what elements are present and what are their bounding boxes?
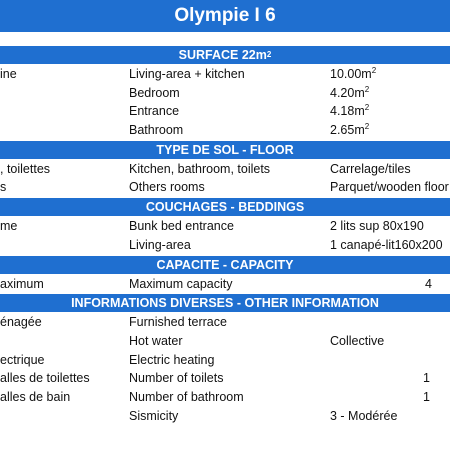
row-value-text: 4.20m	[330, 85, 365, 100]
table-row	[0, 351, 450, 370]
table-row	[0, 332, 450, 351]
row-label-fr	[0, 236, 118, 255]
row-value-sup: 2	[364, 84, 370, 94]
row-label-en: Maximum capacity	[129, 276, 233, 291]
row-label-fr: , toilettes	[0, 161, 51, 176]
table-row	[0, 84, 450, 103]
row-label-en: Furnished terrace	[129, 315, 227, 330]
property-sheet	[0, 45, 450, 425]
capacity-header: CAPACITE - CAPACITY	[0, 255, 450, 275]
row-label-en: Number of toilets	[129, 371, 224, 386]
row-label-en: Living-area	[129, 237, 191, 252]
row-value: 3 - Modérée	[330, 408, 398, 423]
row-label-en: Kitchen, bathroom, toilets	[129, 161, 271, 176]
row-value	[330, 351, 450, 370]
table-row	[0, 160, 450, 179]
row-value: 2 lits sup 80x190	[330, 219, 424, 234]
row-value	[330, 65, 450, 84]
table-row	[0, 65, 450, 84]
table-row	[0, 102, 450, 121]
row-label-en: Bunk bed entrance	[129, 219, 234, 234]
table-row	[0, 407, 450, 426]
row-label-en: Living-area + kitchen	[129, 67, 245, 81]
row-label-fr: alles de toilettes	[0, 371, 90, 386]
row-label-fr	[0, 332, 118, 351]
row-value: 4	[425, 276, 432, 291]
row-label-en: Bathroom	[129, 123, 184, 138]
row-label-en: Bedroom	[129, 85, 180, 100]
page-title: Olympie I 6	[0, 0, 450, 32]
table-row	[0, 178, 450, 197]
table-row	[0, 388, 450, 407]
row-label-fr	[0, 102, 118, 121]
row-label-fr	[0, 121, 118, 140]
table-row	[0, 217, 450, 236]
row-value: 1 canapé-lit160x200	[330, 237, 443, 252]
row-value-text: 4.18m	[330, 104, 365, 119]
row-value: 1	[423, 389, 430, 404]
surface-header-label: SURFACE 22m	[178, 48, 267, 62]
row-label-fr	[0, 407, 118, 426]
row-value: Parquet/wooden floor	[330, 180, 449, 195]
row-label-fr	[0, 84, 118, 103]
row-label-fr: s	[0, 180, 7, 195]
row-value: Collective	[330, 333, 385, 348]
row-label-en: Number of bathroom	[129, 389, 244, 404]
row-value-sup: 2	[364, 103, 370, 113]
row-label-fr: alles de bain	[0, 389, 71, 404]
row-value: Carrelage/tiles	[330, 161, 411, 176]
row-label-en: Sismicity	[129, 408, 179, 423]
row-value	[330, 313, 450, 332]
table-row	[0, 275, 450, 294]
table-row	[0, 313, 450, 332]
row-label-fr: ine	[0, 67, 17, 81]
row-value-sup: 2	[371, 65, 377, 75]
table-row	[0, 121, 450, 140]
row-label-fr: aximum	[0, 276, 44, 291]
other-info-header: INFORMATIONS DIVERSES - OTHER INFORMATION	[0, 293, 450, 313]
row-label-fr: ectrique	[0, 352, 45, 367]
floor-header: TYPE DE SOL - FLOOR	[0, 140, 450, 160]
row-value	[330, 121, 450, 140]
row-value-text: 2.65m	[330, 123, 365, 138]
row-value	[330, 102, 450, 121]
table-row	[0, 236, 450, 255]
row-value: 1	[423, 371, 430, 386]
row-value-sup: 2	[364, 121, 370, 131]
row-value	[330, 84, 450, 103]
row-value-text: 10.00m	[330, 67, 372, 81]
row-label-fr: énagée	[0, 315, 42, 330]
beddings-header: COUCHAGES - BEDDINGS	[0, 197, 450, 217]
row-label-en: Hot water	[129, 333, 183, 348]
row-label-en: Entrance	[129, 104, 180, 119]
table-row	[0, 369, 450, 388]
surface-header: SURFACE 22m 2	[0, 45, 450, 65]
row-label-fr: me	[0, 219, 18, 234]
row-label-en: Others rooms	[129, 180, 205, 195]
row-label-en: Electric heating	[129, 352, 215, 367]
